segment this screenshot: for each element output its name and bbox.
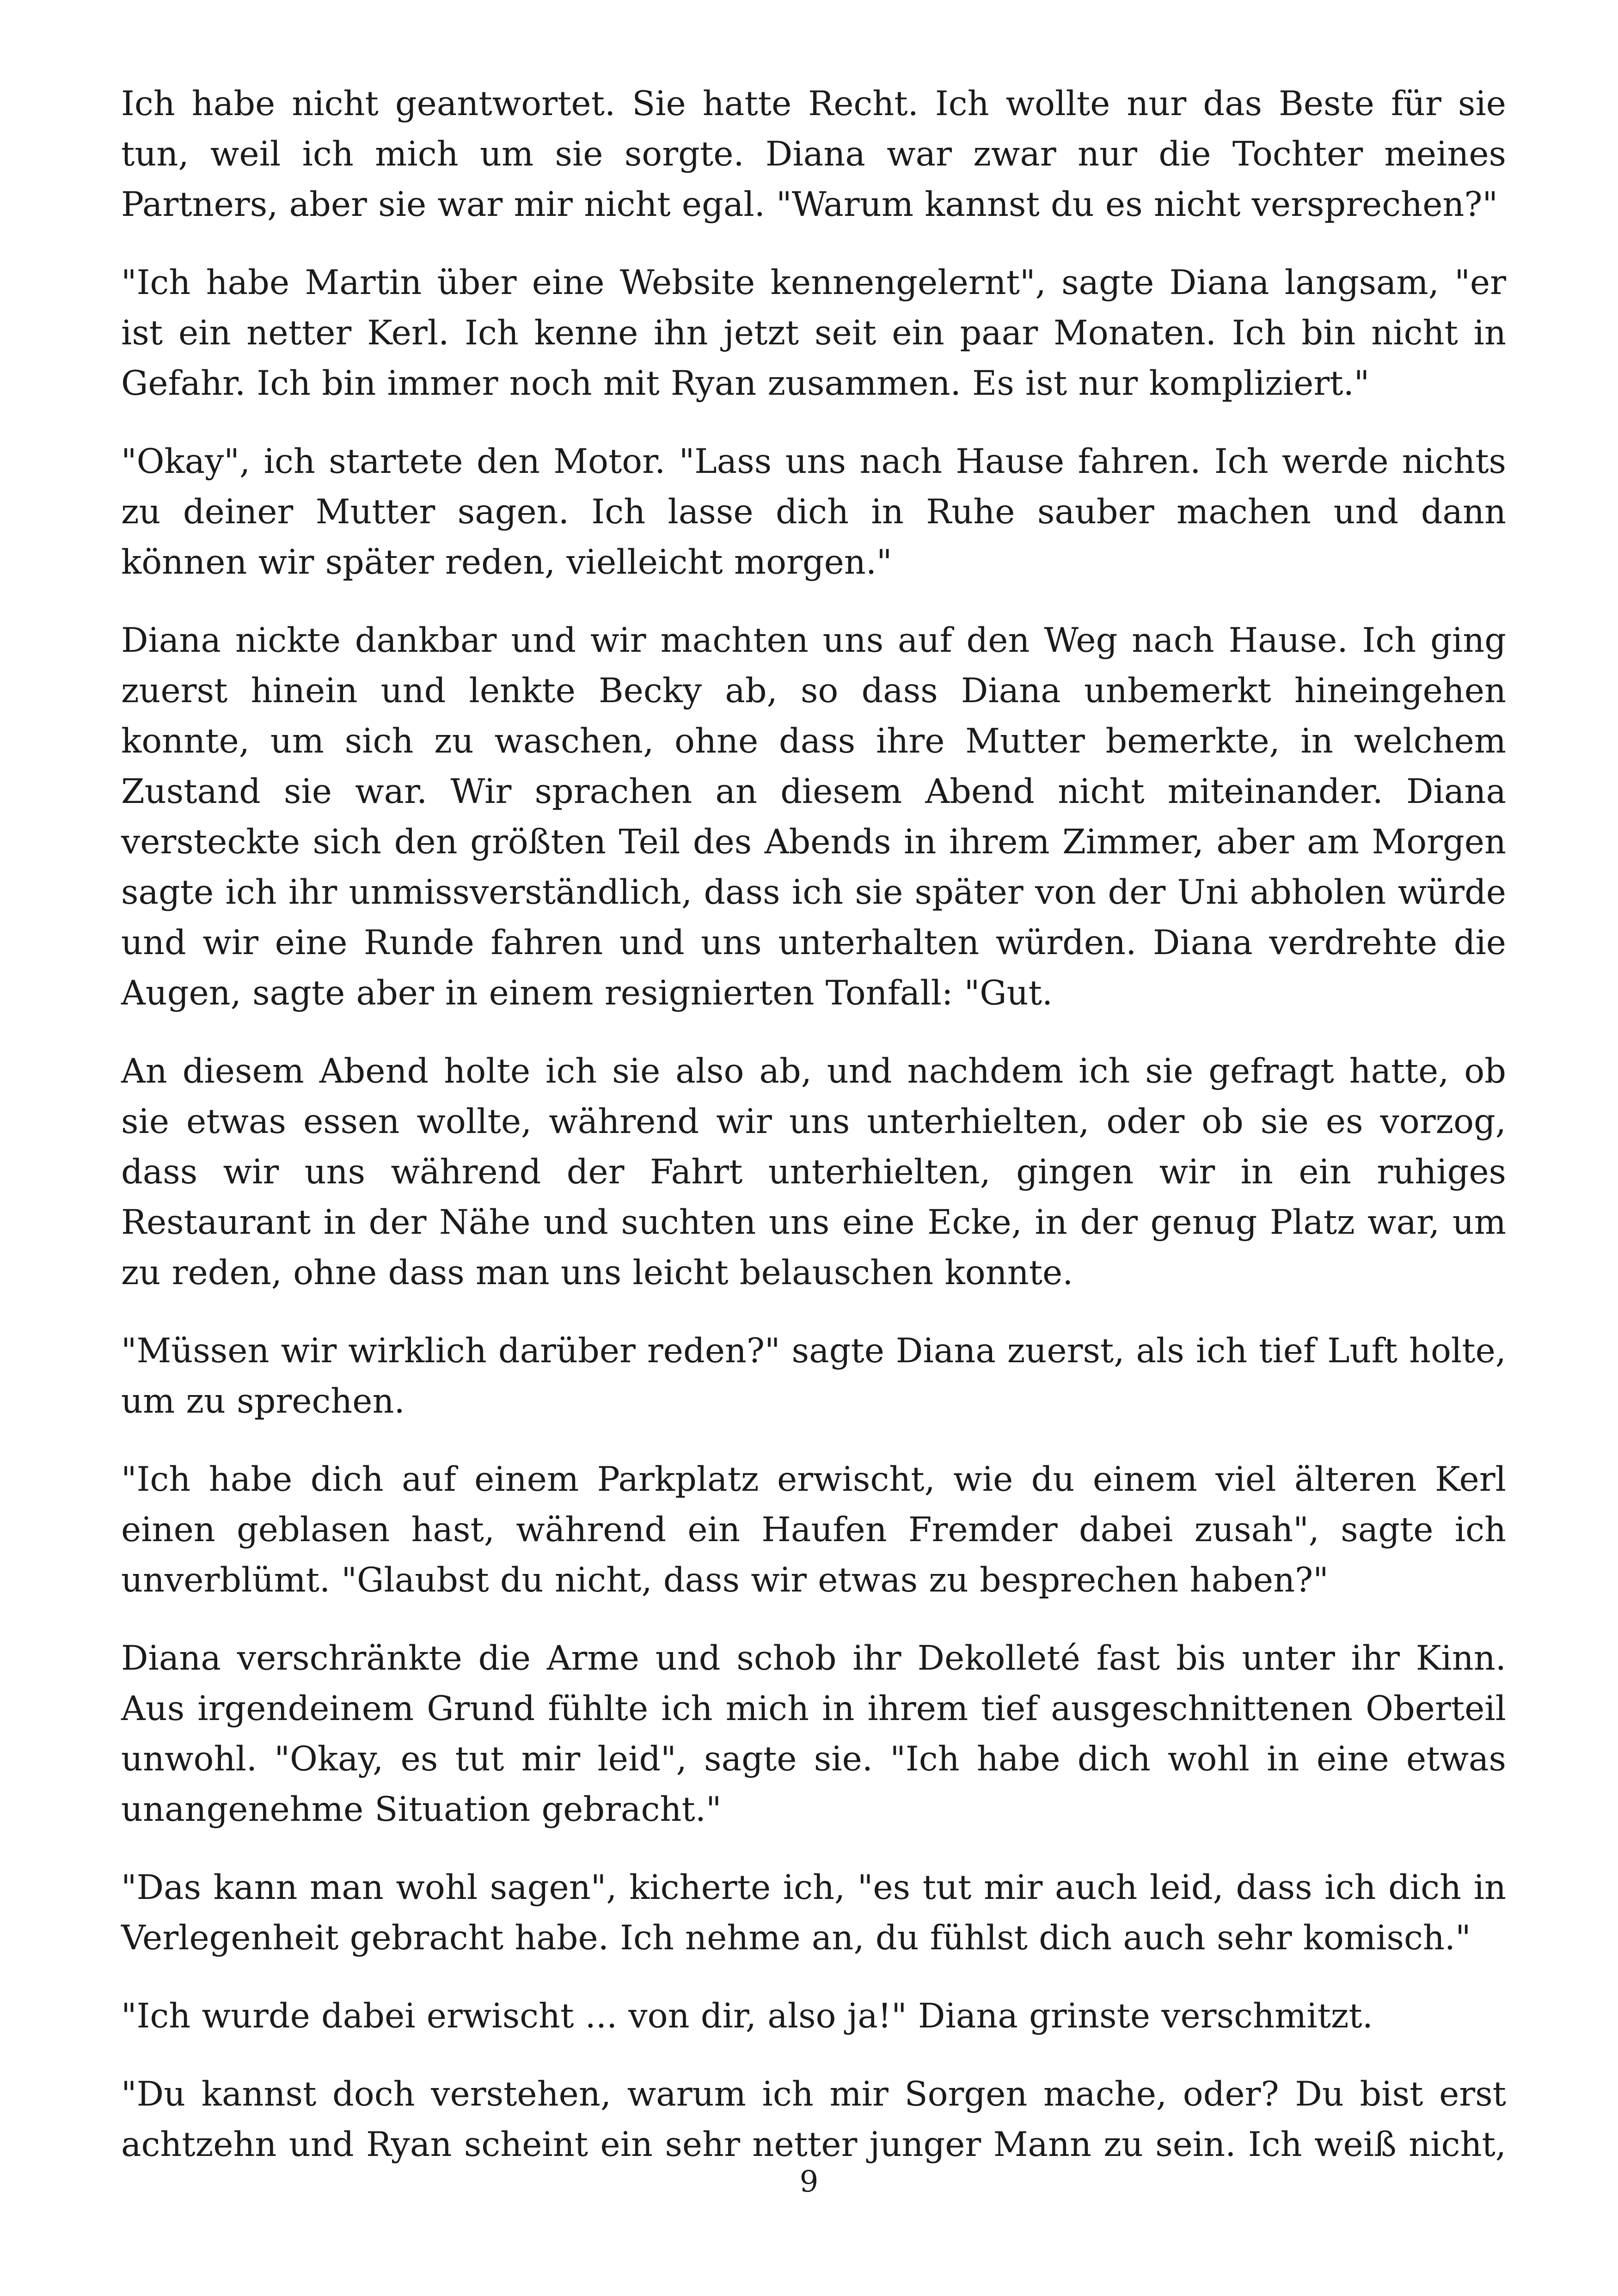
paragraph: "Du kannst doch verstehen, warum ich mir Sorgen mache, oder? Du bist erst achtzehn und Ryan scheint ein sehr netter junger Mann zu sein. Ich weiß nicht, [121,2075,1506,2164]
paragraph: Diana nickte dankbar und wir machten uns auf den Weg nach Hause. Ich ging zuerst hinein und lenkte Becky ab, so dass Diana unbemerkt hineingehen konnte, um sich zu waschen, ohne dass ihre Mutter bemerkte, in welchem Zustand sie war. Wir sprachen an diesem Abend nicht miteinander. Diana versteckte sich den größten Teil des Abends in ihrem Zimmer, aber am Morgen sagte ich ihr unmissverständlich, dass ich sie später von der Uni abholen würde und wir eine Runde fahren und uns unterhalten würden. Diana verdrehte die Augen, sagte aber in einem resignierten Tonfall: "Gut. [121,621,1506,1013]
body-text [121,79,1506,2170]
paragraph: An diesem Abend holte ich sie also ab, und nachdem ich sie gefragt hatte, ob sie etwas essen wollte, während wir uns unterhielten, oder ob sie es vorzog, dass wir uns während der Fahrt unterhielten, gingen wir in ein ruhiges Restaurant in der Nähe und suchten uns eine Ecke, in der genug Platz war, um zu reden, ohne dass man uns leicht belauschen konnte. [121,1052,1506,1292]
paragraph: Ich habe nicht geantwortet. Sie hatte Recht. Ich wollte nur das Beste für sie tun, weil ich mich um sie sorgte. Diana war zwar nur die Tochter meines Partners, aber sie war mir nicht egal. "Warum kannst du es nicht versprechen?" [121,84,1506,224]
paragraph: "Ich wurde dabei erwischt ... von dir, also ja!" Diana grinste verschmitzt. [121,1996,1373,2036]
paragraph: "Müssen wir wirklich darüber reden?" sagte Diana zuerst, als ich tief Luft holte, um zu sprechen. [121,1331,1506,1421]
page-number: 9 [799,2165,819,2199]
paragraph: "Ich habe Martin über eine Website kennengelernt", sagte Diana langsam, "er ist ein netter Kerl. Ich kenne ihn jetzt seit ein paar Monaten. Ich bin nicht in Gefahr. Ich bin immer noch mit Ryan zusammen. Es ist nur kompliziert." [121,263,1506,403]
paragraph: Diana verschränkte die Arme und schob ihr Dekolleté fast bis unter ihr Kinn. Aus irgendeinem Grund fühlte ich mich in ihrem tief ausgeschnittenen Oberteil unwohl. "Okay, es tut mir leid", sagte sie. "Ich habe dich wohl in eine etwas unangenehme Situation gebracht." [121,1639,1506,1829]
paragraph: "Das kann man wohl sagen", kicherte ich, "es tut mir auch leid, dass ich dich in Verlegenheit gebracht habe. Ich nehme an, du fühlst dich auch sehr komisch." [121,1868,1506,1958]
paragraph: "Okay", ich startete den Motor. "Lass uns nach Hause fahren. Ich werde nichts zu deiner Mutter sagen. Ich lasse dich in Ruhe sauber machen und dann können wir später reden, vielleicht morgen." [121,442,1506,582]
paragraph: "Ich habe dich auf einem Parkplatz erwischt, wie du einem viel älteren Kerl einen geblasen hast, während ein Haufen Fremder dabei zusah", sagte ich unverblümt. "Glaubst du nicht, dass wir etwas zu besprechen haben?" [121,1460,1506,1600]
